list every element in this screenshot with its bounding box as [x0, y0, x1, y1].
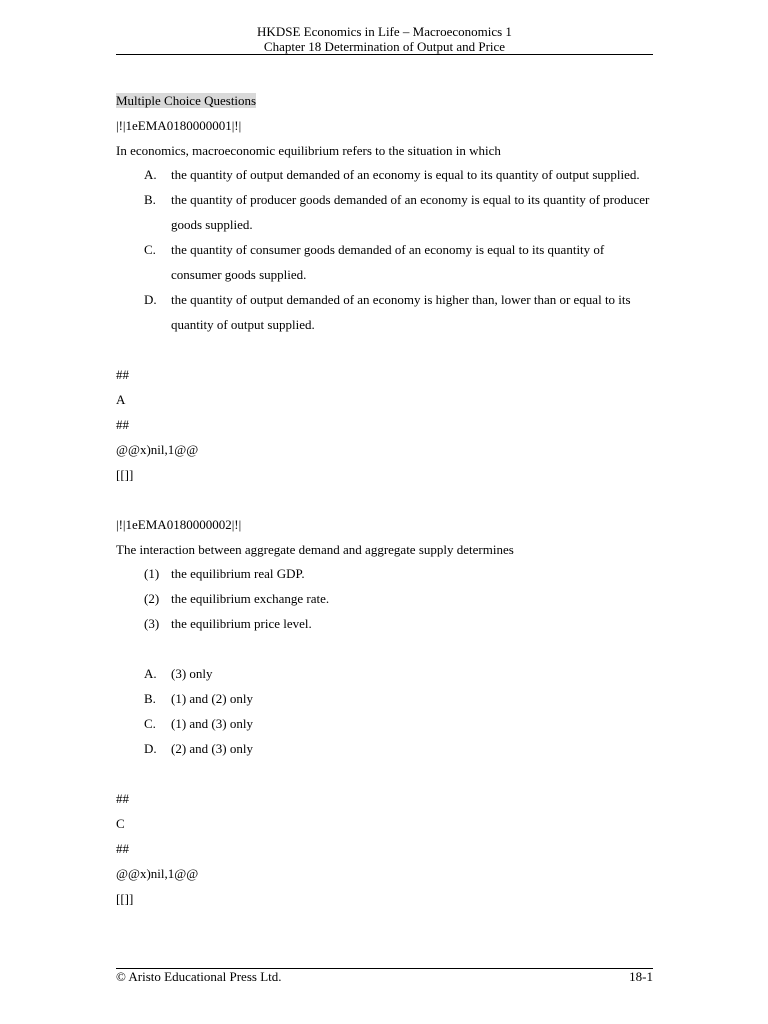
statement-mark: (2) [144, 591, 160, 606]
header-chapter: Chapter 18 Determination of Output and Price [263, 39, 506, 54]
option-text-cont: goods supplied. [171, 217, 253, 232]
option-text: (3) only [171, 666, 213, 681]
option-mark: D. [144, 741, 157, 756]
option-mark: D. [144, 292, 157, 307]
q1-bracket: [[]] [116, 467, 134, 482]
option-mark: C. [144, 716, 156, 731]
q1-id: |!|1eEMA0180000001|!| [116, 118, 242, 133]
option-mark: A. [144, 167, 157, 182]
option-mark: B. [144, 691, 156, 706]
option-mark: A. [144, 666, 157, 681]
q2-id: |!|1eEMA0180000002|!| [116, 517, 242, 532]
q1-code: @@x)nil,1@@ [116, 442, 199, 457]
section-title-line [116, 93, 256, 109]
q1-option-d [144, 292, 654, 332]
option-text-cont: consumer goods supplied. [171, 267, 307, 282]
option-text: (1) and (3) only [171, 716, 253, 731]
q1-answer: A [116, 392, 126, 407]
q1-separator: ## [116, 367, 129, 382]
q2-separator: ## [116, 791, 129, 806]
option-text: the quantity of output demanded of an economy is higher than, lower than or equal to its [171, 292, 631, 307]
option-text: (1) and (2) only [171, 691, 253, 706]
q2-stem: The interaction between aggregate demand and aggregate supply determines [116, 542, 514, 557]
statement-mark: (3) [144, 616, 160, 631]
header-divider [116, 54, 653, 55]
option-text-cont: quantity of output supplied. [171, 317, 315, 332]
option-text: (2) and (3) only [171, 741, 253, 756]
q1-option-b [144, 192, 654, 232]
option-text: the quantity of output demanded of an economy is equal to its quantity of output supplied. [171, 167, 640, 182]
statement-mark: (1) [144, 566, 160, 581]
option-text: the quantity of producer goods demanded of an economy is equal to its quantity of producer [171, 192, 650, 207]
option-mark: B. [144, 192, 156, 207]
q1-option-c [144, 242, 654, 282]
page-number: 18-1 [629, 969, 653, 984]
q2-answer: C [116, 816, 125, 831]
page-header [116, 24, 653, 54]
option-mark: C. [144, 242, 156, 257]
statement-text: the equilibrium price level. [171, 616, 312, 631]
statement-text: the equilibrium exchange rate. [171, 591, 330, 606]
q2-code: @@x)nil,1@@ [116, 866, 199, 881]
q1-stem: In economics, macroeconomic equilibrium refers to the situation in which [116, 143, 501, 158]
statement-text: the equilibrium real GDP. [171, 566, 305, 581]
option-text: the quantity of consumer goods demanded of an economy is equal to its quantity of [171, 242, 605, 257]
q2-separator: ## [116, 841, 129, 856]
q2-bracket: [[]] [116, 891, 134, 906]
q1-separator: ## [116, 417, 129, 432]
header-title: HKDSE Economics in Life – Macroeconomics 1 [257, 24, 512, 39]
footer-copyright: © Aristo Educational Press Ltd. [116, 969, 282, 984]
section-title: Multiple Choice Questions [116, 93, 257, 108]
